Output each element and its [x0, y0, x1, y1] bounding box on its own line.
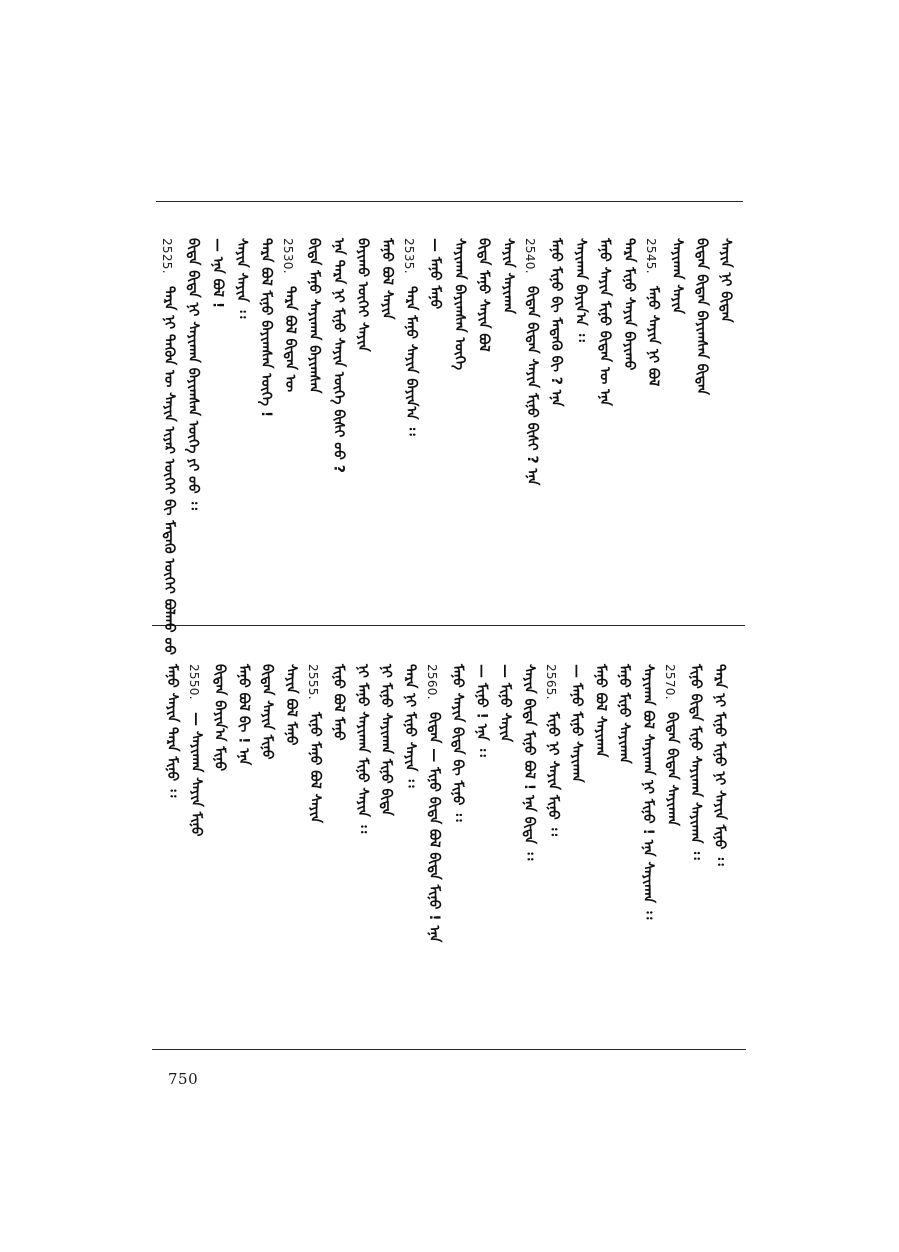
text-column — [710, 664, 728, 984]
text-column — [717, 238, 735, 558]
line-number: 2555. — [305, 664, 320, 700]
text-column — [425, 664, 443, 984]
text-column — [639, 664, 657, 984]
text-column — [163, 664, 181, 984]
verse-line: ᠮᠢᠨᠤ ᠪᠢᠳᠡ ᠮᠢᠨᠤ ᠰᠠᠶᠢᠬᠠᠨ ᠰᠠᠶᠢᠬᠠᠨ ᠄᠄ — [687, 664, 704, 860]
page-number: 750 — [168, 1070, 199, 1088]
line-number: 2540. — [523, 238, 537, 274]
verse-line: ᠪᠢᠳᠡᠨ ᠪᠢᠳᠡᠨ ᠰᠠᠶᠢᠨ ᠮᠢᠨᠤ ᠪᠢᠰᠢ ? ᠡᠨᠡ — [524, 286, 540, 486]
verse-line: ᠲᠡᠷᠡ ᠪᠣᠯ ᠪᠢᠳᠡᠨ ᠦ — [282, 286, 298, 393]
text-column — [401, 664, 419, 984]
verse-line: ᠨᠢ ᠮᠢᠨᠤ ᠰᠠᠶᠢᠬᠠᠨ ᠮᠢᠨᠤ ᠪᠢᠳᠡ — [378, 664, 395, 816]
line-number: 2560. — [424, 664, 439, 700]
verse-line: ᠪᠠᠶᠢᠬᠤ ᠦᠭᠡᠢ ᠰᠠᠶᠢᠨ — [354, 238, 371, 352]
verse-line: ᠰᠠᠶᠢᠬᠠᠨ ᠪᠣᠯ ᠰᠠᠶᠢᠬᠠᠨ ᠨᠢ ᠮᠢᠨᠤ ! ᠡᠨᠡ ᠰᠠᠶᠢᠬᠠᠨ ᠄᠄ — [640, 664, 656, 920]
text-column — [591, 664, 609, 984]
text-column — [499, 238, 517, 558]
text-column — [281, 238, 299, 558]
verse-line: ᠰᠠᠶᠢᠨ ᠰᠠᠶᠢᠬᠠᠨ — [499, 238, 516, 314]
text-column — [402, 238, 420, 558]
verse-line: ᠪᠢᠳᠡ ᠪᠢᠳᠡ ᠨᠢ ᠰᠠᠶᠢᠬᠠᠨ ᠪᠠᠶᠢᠭᠰᠠᠨ ᠦᠭᠡ ᠶᠢ ᠤᠤ ᠄᠄ — [185, 238, 202, 510]
text-column — [663, 664, 681, 984]
text-column — [353, 664, 371, 984]
verse-line: ᠪᠢᠳᠡ ᠮᠠᠨᠤ ᠰᠠᠶᠢᠨ ᠪᠣᠯ — [475, 238, 492, 352]
text-column — [234, 664, 252, 984]
verse-line: ᠲᠡᠷᠡ ᠪᠣᠯ ᠮᠢᠨᠤ ᠪᠠᠶᠢᠭᠰᠠᠨ ᠦᠭᠡ ! — [257, 238, 274, 418]
line-number: 2565. — [543, 664, 558, 700]
text-column — [354, 238, 372, 558]
text-column — [496, 664, 514, 984]
text-column — [472, 664, 490, 984]
verse-line: ᠪᠢᠳᠡᠨ ᠪᠢᠳᠡᠨ ᠪᠠᠶᠢᠭᠰᠠᠨ ᠪᠢᠳᠡᠨ — [693, 238, 710, 395]
text-column — [160, 238, 178, 656]
text-column — [305, 238, 323, 558]
verse-line: ᠮᠠᠨᠤ ᠮᠢᠨᠤ ᠰᠠᠶᠢᠬᠠᠨ — [616, 664, 633, 764]
text-column — [620, 238, 638, 558]
verse-line: ᠰᠠᠶᠢᠬᠠᠨ ᠪᠠᠶᠢᠭᠰᠠᠨ ᠦᠭᠡ — [451, 238, 468, 371]
text-column — [329, 238, 347, 558]
verse-line: ᠲᠡᠷᠡ ᠨᠢ ᠮᠢᠨᠤ ᠰᠠᠶᠢᠨ ᠄᠄ — [402, 664, 418, 788]
verse-line: ᠮᠠᠨᠤ ᠮᠢᠨᠤ ᠪᠢ ᠮᠡᠳᠡᠬᠦ ᠪᠢ ? ᠡᠨᠡ — [548, 238, 565, 407]
line-number: 2525. — [160, 238, 174, 274]
verse-line: ᠰᠠᠶᠢᠬᠠᠨ ᠪᠠᠶᠢᠨ᠎ᠠ ᠄᠄ — [572, 238, 589, 342]
text-column — [571, 238, 589, 558]
text-column — [523, 238, 541, 558]
text-column — [426, 238, 444, 558]
verse-line: — ᠰᠠᠶᠢᠬᠠᠨ ᠰᠠᠶᠢᠨ ᠮᠢᠨᠤ — [187, 712, 204, 837]
verse-line: — ᠮᠢᠨᠤ ! ᠡᠨᠡ ᠄᠄ — [473, 664, 490, 757]
text-column — [330, 664, 348, 984]
verse-line: ᠰᠠᠶᠢᠨ ᠰᠠᠶᠢᠨ ᠄᠄ — [233, 238, 250, 319]
line-number: 2530. — [281, 238, 295, 274]
verse-line: ᠡᠨᠡ ᠲᠡᠷᠡ ᠨᠢ ᠮᠢᠨᠤ ᠰᠠᠶᠢᠨ ᠦᠭᠡ ᠪᠢᠰᠢ ᠦᠦ ? — [330, 238, 347, 473]
text-column — [547, 238, 565, 558]
verse-line: — ᠮᠠᠨᠤ ᠮᠢᠨᠤ ᠰᠠᠶᠢᠬᠠᠨ — [568, 664, 585, 783]
text-column — [687, 664, 705, 984]
verse-line: ᠪᠢᠳᠡᠨ — ᠮᠢᠨᠤ ᠪᠢᠳᠡ ᠪᠣᠯ ᠪᠢᠳᠡ ᠮᠢᠨᠤ ! ᠡᠨᠡ — [425, 712, 442, 943]
verse-line: ᠮᠠᠨᠤ ᠰᠠᠶᠢᠨ ᠲᠡᠷᠡ ᠮᠢᠨᠤ ᠄᠄ — [164, 664, 180, 798]
text-column — [475, 238, 493, 558]
text-column — [377, 664, 395, 984]
bottom-rule — [152, 1049, 746, 1050]
verse-line: ᠮᠠᠨᠤ ᠪᠣᠯ ᠪᠢ ! ᠡᠨᠡ — [235, 664, 252, 766]
verse-line: — ᠮᠠᠨᠤ ᠮᠠᠨᠤ — [427, 238, 444, 310]
text-column — [692, 238, 710, 558]
line-number: 2545. — [644, 238, 658, 274]
text-column — [306, 664, 324, 984]
verse-line: ᠲᠡᠷᠡ ᠨᠢ ᠮᠢᠨᠤ ᠮᠢᠨᠤ ᠨᠢ ᠰᠠᠶᠢᠨ ᠮᠢᠨᠤ ᠄᠄ — [711, 664, 728, 866]
verse-line: ᠲᠡᠷᠡ ᠨᠢ ᠲᠡᠭᠦᠨ ᠦ ᠰᠠᠶᠢᠨ ᠢᠶᠡᠷ ᠦᠭᠡᠢ ᠪᠢ ᠮᠡᠳᠡᠬᠦ ᠦᠭᠡᠢ ᠪᠤᠯᠬᠤ ᠤᠤ — [161, 286, 177, 656]
verse-line: ᠪᠢᠳᠡ ᠮᠠᠨᠤ ᠰᠠᠶᠢᠬᠠᠨ ᠪᠠᠶᠢᠭᠰᠠᠨ — [306, 238, 323, 394]
line-number: 2570. — [662, 664, 677, 700]
text-column — [378, 238, 396, 558]
line-number: 2535. — [402, 238, 416, 274]
verse-line: ᠰᠠᠶᠢᠨ ᠨᠢ ᠪᠢᠳᠡᠨ — [717, 238, 734, 323]
verse-line: ᠮᠠᠨᠤ ᠰᠠᠶᠢᠨ ᠪᠢᠳᠡ ᠪᠢ ᠮᠢᠨᠤ ᠄᠄ — [449, 664, 466, 822]
verse-line: ᠲᠡᠷᠡ ᠮᠠᠨᠤ ᠰᠠᠶᠢᠨ ᠪᠠᠶᠢᠨ᠎ᠠ ᠄᠄ — [403, 286, 419, 436]
text-column — [615, 664, 633, 984]
verse-line: ᠮᠢᠨᠤ ᠨᠢ ᠰᠠᠶᠢᠨ ᠮᠢᠨᠤ ᠄᠄ — [544, 712, 561, 836]
verse-line: ᠨᠢ ᠮᠠᠨᠤ ᠰᠠᠶᠢᠬᠠᠨ ᠮᠢᠨᠤ ᠰᠠᠶᠢᠨ ᠄᠄ — [354, 664, 371, 834]
verse-line: ᠮᠠᠨᠤ ᠰᠠᠶᠢᠨ ᠨᠢ ᠪᠣᠯ — [645, 286, 661, 387]
verse-line: ᠮᠢᠨᠤ ᠪᠣᠯ ᠮᠠᠨᠤ — [330, 664, 347, 741]
text-column — [568, 664, 586, 984]
verse-line: — ᠡᠨᠡ ᠪᠣᠯ ! — [209, 238, 226, 309]
verse-line: ᠲᠡᠷᠡ ᠮᠢᠨᠤ ᠰᠠᠶᠢᠨ ᠪᠠᠶᠢᠬᠤ — [620, 238, 637, 371]
verse-line: ᠮᠠᠨᠤ ᠪᠣᠯ ᠰᠠᠶᠢᠬᠠᠨ — [592, 664, 609, 758]
text-column — [233, 238, 251, 558]
text-column — [644, 238, 662, 558]
verse-line: ᠰᠠᠶᠢᠨ ᠪᠢᠳᠡ ᠮᠢᠨᠤ ᠪᠣᠯ ! ᠡᠨᠡ ᠪᠢᠳᠡ ᠄᠄ — [521, 664, 537, 861]
verse-line: ᠪᠢᠳᠡᠨ ᠪᠠᠶᠢᠨ᠎ᠠ ᠮᠢᠨᠤ — [211, 664, 228, 772]
text-column — [187, 664, 205, 984]
text-column — [282, 664, 300, 984]
verse-line: ᠰᠠᠶᠢᠬᠠᠨ ᠰᠠᠶᠢᠨ — [669, 238, 686, 314]
line-number: 2550. — [186, 664, 201, 700]
text-column — [184, 238, 202, 558]
verse-line: ᠪᠢᠳᠡᠨ ᠪᠢᠳᠡᠨ ᠰᠠᠶᠢᠬᠠᠨ — [663, 712, 680, 827]
verse-line: ᠮᠠᠨᠤ ᠰᠠᠶᠢᠨ ᠮᠢᠨᠤ ᠪᠢᠳᠡᠨ ᠦ ᠡᠨᠡ — [596, 238, 613, 406]
text-column — [668, 238, 686, 558]
text-column — [544, 664, 562, 984]
text-column — [211, 664, 229, 984]
verse-line: ᠰᠠᠶᠢᠨ ᠪᠣᠯ ᠮᠠᠨᠤ — [283, 664, 299, 746]
verse-line: — ᠮᠢᠨᠤ ᠰᠠᠶᠢᠨ — [497, 664, 514, 743]
top-rule — [156, 201, 743, 202]
text-column — [520, 664, 538, 984]
text-column — [450, 238, 468, 558]
text-column — [596, 238, 614, 558]
text-column — [208, 238, 226, 558]
middle-rule — [152, 625, 745, 626]
verse-line: ᠪᠢᠳᠡᠨ ᠰᠠᠶᠢᠨ ᠮᠢᠨᠤ — [259, 664, 276, 760]
text-column — [258, 664, 276, 984]
text-column — [257, 238, 275, 558]
text-column — [449, 664, 467, 984]
verse-line: ᠮᠠᠨᠤ ᠪᠣᠯ ᠰᠠᠶᠢᠨ — [378, 238, 395, 320]
verse-line: ᠮᠢᠨᠤ ᠮᠠᠨᠤ ᠪᠣᠯ ᠰᠠᠶᠢᠨ — [306, 712, 323, 824]
